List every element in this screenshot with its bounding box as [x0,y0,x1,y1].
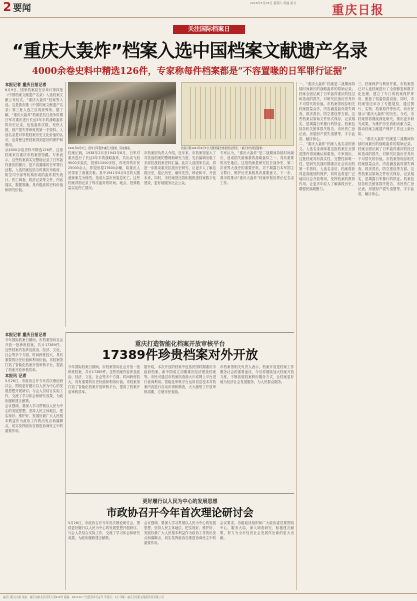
article-text: 市档案馆负责人介绍，近年来，市档案馆加大了对抗战档案的整理和研究力度，先后编辑出版了多部抗战档案史料汇编。此次入选国家名录，将进一步推动重庆抗战历史研究，让更多人了解这段历史，铭记历史，缅怀先烈，珍爱和平，开创未来。同时，市档案馆还将积极推进档案数字化建设，更好地服务社会公众。 [144,151,216,185]
article-text: 6月9日，国家档案局在京举行第四批《中国档案文献遗产名录》入选档案文献公布仪式，“重庆大轰炸”档案等入选。这是我市继《中国档案文献遗产名录》第三批入选之后再获殊荣。据了解，“重庆大轰炸”档案是抗日战争时期日军对重庆进行长达5年半的战略轰炸的历史记录，包括轰炸次数、死伤人数、财产损失等珍贵的第一手资料。入选名录是对申报档案历史文化价值的认可，也将使这些档案得到更好的保护和利用。 [5,88,63,147]
masthead [0,0,417,18]
section2-title: 重庆打造智能化档案开放审核平台 [134,341,225,348]
feature-byline: 本报记者 重庆日报记者 [5,82,47,87]
article-text: 三、档案保护与利用并重。市档案馆已对入选档案进行了全面修复和数字化处理，建立了专门的档案保护库房，配备了恒温恒湿设备。同时，市档案馆还举办了专题展览，通过图片、实物、档案原件等形式，向市民展示“重庆大轰炸”的历史。今后，市档案馆将继续深化研究，推出更多研究成果，为维护历史真相贡献力量，推动档案文献遗产保护工作迈上新台阶。 [358,82,414,136]
newspaper-logo: 重庆日报 [332,3,385,17]
article-text: 一、“重庆大轰炸”档案是二战期间持续时间最长的战略轰炸的原始记录。档案全面记载了日军轰炸重庆的经过和造成的损失，对研究抗战历史具有不可替代的价值。市档案馆现存相关档案数量众多，内容涵盖轰炸损失调查、救济善后、防空建设等方面。这些档案以原始文件形式保存，记录翔实，是揭露日军暴行的铁证。档案包括各机关团体损失报告、市民伤亡登记表、房屋财产损失清册等，字字血泪，触目惊心。 [299,82,355,141]
article-text: 从4000余卷史料中精选126件，这批档案来自重庆市档案馆馆藏。专家表示，这些档案真实完整地记录了日军轰炸重庆的暴行，是不容置喙的日军罪行证据。入选档案包括当时重庆市政府、防空司令部等机构形成的轰炸损失统计、伤亡调查、救济记录等文件，内容翔实，数据准确，具有极高的史料价值和研究价值。 [5,148,63,192]
article-text: 会议要求，各级政协组织和广大政协委员要围绕中心、服务大局，深入调查研究，积极建言献策，努力为全市经济社会发展作出新的更大贡献。 [220,521,294,540]
article-text: 据介绍，本次开放的档案中包括民国时期重庆市政府档案、新中国成立初期重庆经济建设档案等。市民可通过市档案馆查阅大厅或网上平台进行查询利用。智能化审核平台运用信息技术对档案内容进行自动识别和筛查，大大缩短了开放审核周期，方便市民查阅。 [144,365,216,394]
feature-column-3 [144,151,216,327]
article-text: 5月26日，市政协召开今年首次理论研讨会，围绕更好履行以人民为中心的发展思想开展研讨。与会人员结合实际工作，交流了学习体会和研究成果，为政协履职建言献策。 [5,379,63,403]
feature-subhead: 4000余卷史料中精选126件，专家称每件档案都是“不容置喙的日军罪行证据” [32,67,348,77]
section2-byline: 本报记者 重庆日报记者 [5,332,47,337]
photo-caption-right: 档案记载1941年6月5日大隧道窒息惨案相关情况。（重庆市档案馆提供） [181,147,265,150]
left-lower-column [5,332,63,590]
section3-column-1 [68,521,140,591]
date-line: 2016年5月28日 星期六 责编 版式 [250,1,297,5]
red-seal-stamp [264,109,274,119]
right-column-1 [299,82,355,590]
article-text: 会议强调，要深入学习贯彻以人民为中心的发展思想，坚持人民主体地位，把实现好、维护好、发展好最广大人民根本利益作为政协工作的出发点和落脚点，切实发挥政协在推进协商民主中的重要作用。 [144,521,216,545]
archive-document-photo [181,82,294,146]
feature-column-4 [220,151,294,327]
right-column-2 [358,82,414,590]
feature-column-1 [5,82,63,327]
article-text: 会议强调，要深入学习贯彻以人民为中心的发展思想，坚持人民主体地位，把实现好、维护好、发展好最广大人民根本利益作为政协工作的出发点和落脚点，切实发挥政协在推进协商民主中的重要作用。 [5,404,63,433]
article-text: 5月26日，市政协召开今年首次理论研讨会，围绕更好履行以人民为中心的发展思想开展研讨。与会人员结合实际工作，交流了学习体会和研究成果，为政协履职建言献策。 [68,521,140,540]
article-text: 一、“重庆大轰炸”档案是二战期间持续时间最长的战略轰炸的原始记录。档案全面记载了日军轰炸重庆的经过和造成的损失，对研究抗战历史具有不可替代的价值。市档案馆现存相关档案数量众多，内容涵盖轰炸损失调查、救济善后、防空建设等方面。这些档案以原始文件形式保存，记录翔实，是揭露日军暴行的铁证。档案包括各机关团体损失报告、市民伤亡登记表、房屋财产损失清册等，字字血泪，触目惊心。 [358,137,414,196]
article-text: 今年国际档案日期间，市档案馆向社会开放一批珍贵档案，共计17389件。这些档案内容涉及政治、经济、文化、社会等多个方面，时间跨度较大，具有重要的历史价值和利用价值。市档案馆打造了智能化档案开放审核平台，提高了档案开放审核效率。 [68,365,140,394]
section-name: 要闻 [13,4,32,14]
feature-headline: “重庆大轰炸”档案入选中国档案文献遗产名录 [12,41,368,62]
article-text: 市档案馆相关负责人表示，档案开放是档案工作服务社会的重要途径，今后将继续加大档案开放力度，不断拓展档案利用服务方式，让档案更好地为经济社会发展服务，为人民群众服务。 [220,365,294,384]
section3-column-2 [144,521,216,591]
feature-kicker: 关注国际档案日 [173,25,245,34]
section2-column-3 [220,365,294,490]
bombing-photo [68,82,176,144]
photo-caption-left: 1941年6月5日，侵华日军轰炸重庆大隧道，造成惨案。 [68,147,133,150]
page-number: 2 [3,0,12,14]
article-text: 今年国际档案日期间，市档案馆向社会开放一批珍贵档案，共计17389件。这些档案内容涉及政治、经济、文化、社会等多个方面，时间跨度较大，具有重要的历史价值和利用价值。市档案馆打造了智能化档案开放审核平台，提高了档案开放审核效率。 [5,338,63,372]
section3-column-3 [220,521,294,591]
section2-column-1 [68,365,140,490]
section3-headline: 市政协召开今年首次理论研讨会 [106,507,254,519]
section2-column-2 [144,365,216,490]
article-text: 二、“重庆大轰炸”档案入选名录的意义。入选名录意味着这批档案在全国范围内得到确认和重视。专家指出，这批档案具有真实性、完整性和唯一性，是研究抗战时期重庆社会状况的第一手资料。入选名录后，档案将获得更高级别的保护，同时也将更广泛地向社会开放利用，发挥档案的教育作用，让更多年轻人了解那段历史，增强民族凝聚力。 [299,142,355,191]
page-footer: 重庆日报社出版 地址：重庆市渝北区同茂大道416号 邮编：401120 广告经营许可证号 零售价：1元 印刷：重庆日报报业集团印务有限公司 [0,593,417,601]
article-text: 专家认为，“重庆大轰炸”是二战期间持续时间最长、造成损失最惨重的战略轰炸之一，具有重要的历史地位。这批档案是研究抗日战争史、第二次世界大战史的重要史料，对于揭露日本军国主义罪行、维护历史真相具有重要意义。下一步，我市将推动“重庆大轰炸”档案申报世界记忆名录工作。 [220,151,294,185]
section3-byline: 本报讯 记者 [5,373,27,378]
feature-column-2 [68,151,140,327]
article-text: 档案记载，1938年2月至1943年8月，日军对重庆进行了长达5年半的战略轰炸，共出动飞机9000多架次，投弹11500多枚，炸死炸伤市民25000余人，炸毁房屋17600余幢，给重庆人民带来了深重灾难。其中1941年6月5日的大隧道惨案尤为惨烈，造成大量市民窒息死亡。这些档案详细记录了每次轰炸的时间、地点、投弹数量以及伤亡情况。 [68,151,140,190]
section2-headline: 17389件珍贵档案对外开放 [102,347,258,362]
section3-title: 更好履行以人民为中心的发展思想 [142,499,218,505]
